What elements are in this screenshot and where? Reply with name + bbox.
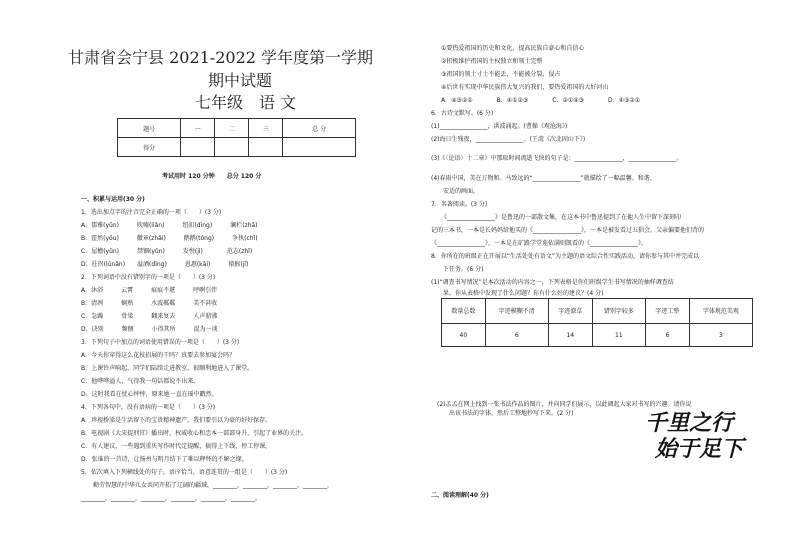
fill-blank-line: (1)________________，洪波涌起。(曹操《观沧海》) xyxy=(431,123,568,130)
score-cell xyxy=(283,138,356,157)
option-line: B．电视剧《大宋提刑官》播出时，权威收心和忠本一部部身升，引起了业界的关注。 xyxy=(81,430,308,437)
survey-value-cell: 11 xyxy=(592,324,645,347)
question-line: (2)孟孟在网上找到一张书法作品的图片，并向同学们展示，以此调起大家对书写的兴趣。请你说 xyxy=(437,401,692,408)
option-line: B．上课铃声响起，同学们陆续走进教室，很顺利地进入了课堂。 xyxy=(81,365,254,372)
survey-value-cell: 3 xyxy=(689,324,752,347)
statement-line: ②积极维护祖国的主权独立和领土完整 xyxy=(441,58,543,65)
question-line: 下任务。(6 分) xyxy=(431,266,484,273)
question-line: 6．古诗文默写。(6 分) xyxy=(431,110,494,117)
fill-blank-line: 安适的画面。 xyxy=(431,188,480,195)
calligraphy-line: 始于足下 xyxy=(655,436,744,462)
survey-header-cell: 字迹模糊不清 xyxy=(485,299,548,324)
score-header-cell: 三 xyxy=(249,119,283,138)
option-line: D．诀别 频侧 小得其所 混为一谈 xyxy=(81,326,218,333)
option-line: A．儒雅(yǔn) 吹嘘(liǎn) 纽扣(dìng) 澜栏(zhā) xyxy=(81,222,258,229)
option-line: D．这时我看在忧心忡忡，原来她一直在瑶中戳然。 xyxy=(81,391,218,398)
score-cell xyxy=(215,138,249,157)
question-line: 3．下列句子中加点的词语使用错误的一项是（ ）(3 分) xyxy=(81,339,240,346)
question-line: 8．你所在的班级正在开展以“生活处处有语文”为主题的语文综合性实践活动，请你参与其中并完成以 xyxy=(431,253,700,260)
score-row-label: 得分 xyxy=(118,138,181,157)
survey-header-cell: 数量总数 xyxy=(442,299,486,324)
option-line: A．珍视桥梁是生活留下的宝贵精神遗产，我们要引以为豪的好好保存。 xyxy=(81,417,272,424)
option-line: C．他哗哗溢人，气得我一句话都说不出来。 xyxy=(81,378,200,385)
fill-blank-line: (2)海日生残夜，________________。(王湾《次北固山下》) xyxy=(431,136,586,143)
survey-header-cell: 字迹工整 xyxy=(646,299,690,324)
question-line: 5．依次填入下列横线处的句子，语序恰当，语意连贯的一组是（ ）(3 分) xyxy=(81,469,288,476)
option-line: C．急躁 骨梁 翻来复去 人声鼎沸 xyxy=(81,313,218,320)
survey-value-cell: 6 xyxy=(646,324,690,347)
survey-table xyxy=(441,298,753,347)
fill-blank-line: 《________________》是鲁迅的一部散文集，在这本书中鲁迅提到了在他人生中留下深刻印 xyxy=(441,214,682,221)
option-line: D．张谁的一首诗，让扬州与明月结下了难以释怀的不解之缘。 xyxy=(81,456,248,463)
fill-blank-line: (3)《〈论语〉十二章》中那取时间流逝飞快的句子是：________________，________________。 xyxy=(431,155,683,162)
option-line: D．拄拐(lúnǎn) 溢洒(dìng) 恩惠(kǎi) 猿猴(jī) xyxy=(81,261,249,268)
question-line: 4．下列各句中，没有语病的一项是（ ）(3 分) xyxy=(81,404,216,411)
survey-value-cell: 6 xyxy=(485,324,548,347)
question-line: 果。你从表格中发现了什么问题？你有什么好的建议？(4 分) xyxy=(431,290,604,297)
exam-title-line1: 甘肃省会宁县 2021-2022 学年度第一学期 xyxy=(68,48,374,67)
passage-line: 勤劳智慧的中华儿女共同开拓了辽阔的疆域，________，________，________，________， xyxy=(81,482,334,489)
option-line: C．屋檐(yǔn) 禁锢(yǔn) 发髻(jì) 范志(zhǐ) xyxy=(81,248,253,255)
statement-line: ③祖国的领土寸土不能丢，不能被分裂、侵占 xyxy=(441,71,561,78)
score-table xyxy=(117,118,356,157)
section-one-heading: 一、积累与运用(30 分) xyxy=(81,196,145,203)
fill-blank-line: (4)春雨中国，美在万物和。马致远的“________________”就描绘了一幅温馨、和谐、 xyxy=(431,175,656,182)
statement-line: ④后世有实现中华民族伟大复兴的我们，要热爱祖国的大好河山 xyxy=(441,84,609,91)
passage-line: ________，________，________，________，________，________。 xyxy=(81,495,262,502)
survey-header-cell: 错别字较多 xyxy=(592,299,645,324)
option-line: B．清冽 娴熟 水波粼粼 美不甚收 xyxy=(81,300,218,307)
question-line: 1．选出加点字的注音完全正确的一项（ ）(3 分) xyxy=(81,209,222,216)
calligraphy-line: 千里之行 xyxy=(645,410,734,436)
calligraphy-artwork xyxy=(645,410,743,462)
option-line: A．今天你穿得这么花枝招展的干吗？真要去参加宴会吗？ xyxy=(81,352,236,359)
score-header-cell: 一 xyxy=(181,119,215,138)
option-line: A．④③②① B．④①②③ C．②①④③ D．④③②① xyxy=(441,97,641,104)
statement-line: ①要热爱祖国的历史和文化，提高民族自豪心和自信心 xyxy=(441,45,585,52)
survey-value-cell: 40 xyxy=(442,324,486,347)
question-line: 2．下列词语中没有错别字的一项是（ ）(3 分) xyxy=(81,274,216,281)
question-line: 出该书法的字体，然后工整地抄写下来。(2 分) xyxy=(437,410,574,417)
option-line: C．有人建议，一些遇到重庆写作时代定提醒，搞得上下线，停工停课。 xyxy=(81,443,272,450)
survey-value-cell: 14 xyxy=(548,324,592,347)
fill-blank-line: 《________________》，一本是在矿路学堂苑依满则凯看的《________________》。 xyxy=(431,240,648,247)
question-line: 7．名著阅读。(3 分) xyxy=(431,201,488,208)
exam-title-line3: 七年级 语 文 xyxy=(195,93,297,112)
fill-blank-line: 记的三本书，一本是长妈妈给他买的《________________》，一本是被发看过五猖会，父亲偏要他们背的 xyxy=(431,227,705,234)
score-header-cell: 二 xyxy=(215,119,249,138)
exam-info: 考试用时 120 分钟 总分 120 分 xyxy=(162,173,262,180)
survey-header-cell: 字体规范美观 xyxy=(689,299,752,324)
option-line: B．霍然(yǒu) 徽章(zhǎi) 鹅鹅(tǒng) 争执(chǐ) xyxy=(81,235,258,242)
score-header-cell: 题号 xyxy=(118,119,181,138)
option-line: A．沐浴 云霄 痕痕不堪 呼啊引伴 xyxy=(81,287,218,294)
score-header-cell: 总 分 xyxy=(283,119,356,138)
survey-header-cell: 字迹潦草 xyxy=(548,299,592,324)
question-line: (1)“调查书写情况”是本次活动的内容之一，下列表格是你们班级学生书写情况的抽样调查结 xyxy=(431,279,674,286)
section-two-heading: 二、阅读理解(40 分) xyxy=(431,492,489,499)
exam-title-line2: 期中试题 xyxy=(208,71,273,90)
score-cell xyxy=(249,138,283,157)
score-cell xyxy=(181,138,215,157)
